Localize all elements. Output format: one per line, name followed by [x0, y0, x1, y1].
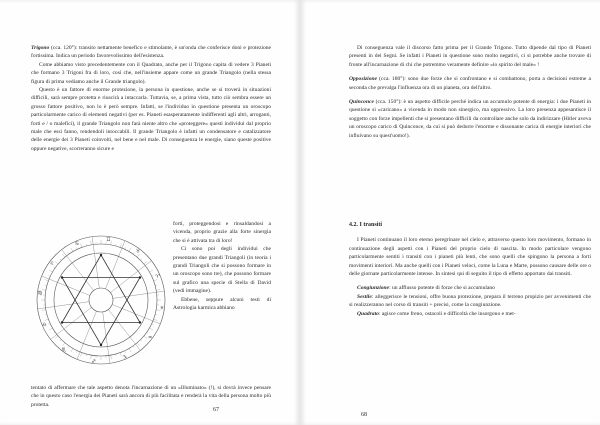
degree-tick	[60, 259, 61, 260]
degree-tick	[76, 247, 77, 249]
zodiac-sign-glyph: ♑	[122, 354, 128, 361]
star-of-david-chart	[31, 220, 171, 382]
degree-tick	[133, 346, 134, 348]
zodiac-sign-glyph: ♊	[106, 236, 111, 243]
house-cusp-line	[110, 261, 151, 293]
page-number-right: 68	[361, 412, 367, 418]
degree-tick	[45, 319, 49, 320]
degree-tick	[141, 340, 142, 341]
degree-tick	[149, 328, 152, 330]
degree-tick	[125, 351, 126, 353]
degree-tick	[147, 332, 149, 333]
zodiac-sign-glyph: ♒	[147, 334, 153, 341]
chart-inner-ring	[89, 288, 113, 312]
degree-tick	[115, 354, 116, 356]
quinconce-term: Quinconce	[349, 99, 374, 106]
transits-intro: I Pianeti continuano il loro eterno peregrinare nel cielo e, attraverso questo loro movimento, formano in continuazione degli aspetti con i Pianeti del proprio cielo di nascita. In modo particolare vengono particolarmente sentiti i transiti con i pianeti più lenti, che sono quelli che spingono la persona a forti movimenti interiori. Ma anche quelli con i Pianeti veloci, come la Luna e Marte, possono causare delle ore o delle giornate particolarmente intense. In sintesi qui di seguito il tipo di effetto apportato dai transiti.	[349, 237, 591, 278]
degree-tick	[149, 270, 152, 272]
planet-marker	[139, 321, 141, 323]
degree-tick	[80, 244, 81, 248]
house-cusp-line	[105, 241, 124, 289]
degree-tick	[45, 285, 47, 286]
zodiac-sign-glyph: ♈	[155, 273, 160, 280]
zodiac-sign-glyph: ♎	[42, 321, 47, 328]
planet-marker	[61, 276, 63, 278]
degree-tick	[62, 254, 65, 257]
degree-tick	[156, 290, 160, 291]
right-paragraph-1: Di conseguenza vale il discorso fatto prima per il Grande Trigono. Tutto dipende dal tipo di Pianeti presenti in dei Segni. Se infatti i Pianeti in questione sono molto negativi, ci si potrebbe anche trovare di fronte all'incarnazione di chi che potremmo veramente definire «lo spirito del male» !	[349, 45, 591, 68]
trigono-term: Trigono	[31, 45, 50, 51]
degree-tick	[154, 319, 158, 320]
left-top-text	[31, 44, 271, 153]
degree-tick	[144, 336, 147, 339]
house-cusp-line	[77, 311, 96, 359]
house-cusp-line	[112, 304, 160, 323]
zodiac-sign-glyph: ♓	[159, 305, 165, 312]
degree-tick	[42, 310, 46, 311]
degree-tick	[76, 351, 77, 353]
degree-tick	[71, 348, 73, 351]
quadrato-term: Quadrato	[357, 310, 379, 317]
quadrato-item	[349, 310, 591, 318]
quadrato-text: : agisce come freno, ostacoli e difficoltà che insorgono e met-	[378, 310, 516, 317]
degree-tick	[129, 248, 131, 251]
congiunzione-term: Congiunzione	[357, 285, 390, 292]
degree-tick	[42, 290, 46, 291]
left-paragraph-3: Questo è un fattore di enorme protezione, la persona in questione, anche se si troverà in situazioni difficili, sarà sempre protetta e riuscirà a intaccarla. Tuttavia, se, a prima vista, tutto ciò sembra essere un grosso fattore positivo, non lo è però sempre. Infatti, se l'individuo in questione presenta un oroscopo particolarmente carico di elementi negativi (per es. Pianeti esasperatamente indifferenti agli altri, arroganti, forti e / o malefici), il grande Triangolo non farà niente altro che «proteggere» questi individui dal proprio male che essi fanno, rendendoli intoccabili. Il grande Triangolo è infatti un condensatore e catalizzatore delle energie dei 3 Pianeti coinvolti, nel bene e nel male. Di conseguenza le energie, siano queste positive oppure negative, scorreranno sicure e	[31, 87, 271, 152]
left-bottom-text	[31, 384, 271, 409]
degree-tick	[115, 244, 116, 246]
opposizione-paragraph	[349, 75, 591, 92]
left-side-text	[173, 220, 271, 312]
degree-ticks	[41, 240, 161, 360]
section-heading: 4.2. I transiti	[349, 222, 382, 228]
degree-tick	[55, 261, 58, 264]
house-cusp-line	[51, 307, 92, 339]
quinconce-text: (cca. 150°): è un aspetto difficile perché indica un accumulo potente di energia: i due Pianeti in questione si «caricano» a vicenda in modo non sinergico, ma oppressivo. La loro presenza appesantisce il soggetto con forze impellenti che si presentano difficili da controllare anche solo da indirizzare (Hitler aveva un oroscopo carico di Quinconce, da cui si può dedurre l'enorme e dissonante carica di energie interiori che influivano su quest'uomo!).	[349, 99, 591, 139]
degree-tick	[45, 279, 49, 280]
sestile-term: Sestile	[357, 293, 372, 300]
degree-tick	[55, 336, 58, 339]
degree-tick	[155, 314, 157, 315]
degree-tick	[152, 324, 154, 325]
degree-tick	[53, 332, 55, 333]
left-paragraph-2: Come abbiamo visto precedentemente con il Quadrato, anche per il Trigono capita di vedere 3 Pianeti che formano 3 Trigoni fra di loro, così che, nell'insieme appare come un grande Triangolo (nella stessa figura di prima vediamo anche il Grande triangolo).	[31, 61, 271, 85]
planet-markers	[61, 254, 141, 346]
side-paragraph-3: Ebbene, seppure alcuni testi di Astrologia karmica abbiano	[173, 296, 271, 312]
degree-tick	[133, 252, 134, 254]
degree-tick	[48, 324, 50, 325]
house-cusp-line	[42, 276, 90, 295]
transits-section	[349, 221, 591, 318]
degree-tick	[60, 340, 61, 341]
chart-zodiac-ring	[45, 244, 157, 356]
planet-marker	[100, 254, 102, 256]
sestile-item	[349, 293, 591, 310]
degree-tick	[48, 275, 50, 276]
degree-tick	[91, 241, 92, 245]
degree-tick	[120, 244, 121, 248]
degree-tick	[120, 353, 121, 357]
degree-tick	[152, 275, 154, 276]
degree-tick	[111, 355, 112, 359]
degree-tick	[129, 348, 131, 351]
chart-house-ring	[54, 253, 148, 347]
congiunzione-text: : un afflusso potente di forze che si accumulano	[389, 285, 495, 292]
degree-tick	[68, 346, 69, 348]
congiunzione-item	[349, 284, 591, 292]
degree-tick	[53, 267, 55, 268]
right-top-text	[349, 44, 591, 140]
planet-marker	[61, 321, 63, 323]
trigono-paragraph	[31, 44, 271, 61]
zodiac-sign-glyph: ♍	[37, 290, 43, 297]
side-paragraph-2: Ci sono poi degli individui che presentano due grandi Triangoli (in teoria i grandi Triangoli che si possono formare in un oroscopo sono tre), che possono formare sul grafico una specie di Stella di David (vedi immagine).	[173, 246, 271, 295]
zodiac-sign-glyph: ♏	[61, 346, 67, 353]
degree-tick	[49, 270, 52, 272]
side-paragraph-1: forti, proteggendosi e rinsaldandosi a vicenda, proprio grazie alla forte sinergia che si è attivata tra di loro!	[173, 221, 271, 244]
degree-tick	[86, 354, 87, 356]
right-page	[300, 0, 600, 425]
degree-tick	[68, 252, 69, 254]
degree-tick	[155, 285, 157, 286]
trigono-text: (cca. 120°): transito nettamente benefico e stimolante, è un'onda che conferisce doni e protezione fortissima. Indica un periodo favorevolissimo dell'esistenza.	[31, 45, 271, 60]
degree-tick	[144, 261, 147, 264]
degree-tick	[141, 259, 142, 260]
degree-tick	[80, 353, 81, 357]
degree-tick	[62, 343, 65, 346]
zodiac-sign-glyph: ♐	[91, 358, 96, 365]
planet-marker	[139, 276, 141, 278]
left-paragraph-4: tentato di affermare che tale aspetto denota l'incarnazione di un «Illuminato» (!), si dovrà invece pensare che in questo caso l'energia dei Pianeti sarà ancora di più facilitata e renderà la vita della persona molto più protetta.	[31, 385, 271, 408]
opposizione-text: (cca. 180°): sono due forze che si confrontano e si combattono, porta a decisioni estreme a seconda che prevalga l'influenza ora di un pianeta, ora dell'altro.	[349, 76, 591, 91]
degree-tick	[147, 267, 149, 268]
degree-tick	[137, 343, 140, 346]
page-number-left: 67	[213, 407, 219, 413]
quinconce-paragraph	[349, 98, 591, 140]
degree-tick	[86, 244, 87, 246]
degree-tick	[71, 248, 73, 251]
sestile-text: : alleggerisce le tensioni, offre buona protezione, prepara il terreno propizio per avvenimenti che si realizzeranno nel corso di transiti + precisi, come la congiunzione.	[349, 293, 591, 309]
degree-tick	[45, 314, 47, 315]
degree-tick	[111, 241, 112, 245]
zodiac-sign-glyph: ♌	[49, 260, 55, 267]
opposizione-term: Opposizione	[349, 76, 378, 83]
zodiac-sign-glyph: ♋	[74, 241, 80, 248]
planet-marker	[100, 344, 102, 346]
zodiac-sign-glyph: ♉	[135, 248, 141, 255]
degree-tick	[49, 328, 52, 330]
degree-tick	[125, 247, 126, 249]
